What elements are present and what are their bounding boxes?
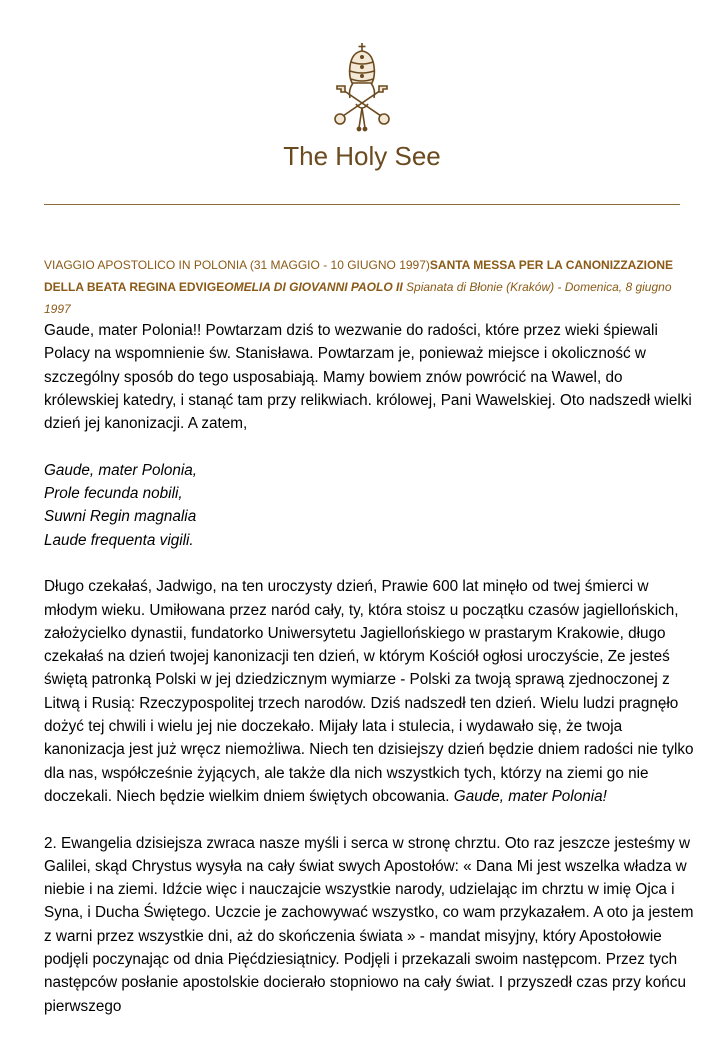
- paragraph-1: Gaude, mater Polonia!! Powtarzam dziś to wezwanie do radości, które przez wieki śpiewali Polacy na wspomnienie św. Stanisława. Powtarzam je, ponieważ miejsce i okoliczność w szczególny sposób do tego usposabiają. Mamy bowiem znów powrócić na Wawel, do królewskiej katedry, i stanąć tam przy relikwiach. królowej, Pani Wawelskiej. Oto nadszedł wielki dzień jej kanonizacji. A zatem,: [44, 322, 692, 433]
- hymn-line: Laude frequenta vigili.: [44, 531, 194, 549]
- mass-title: SANTA MESSA PER LA CANONIZZAZIONE DELLA BEATA REGINA EDVIGE: [44, 258, 674, 294]
- site-title[interactable]: The Holy See: [283, 141, 441, 171]
- hymn-line: Suwni Regin magnalia: [44, 508, 197, 526]
- papal-emblem-icon: [326, 42, 398, 132]
- hymn-line: Prole fecunda nobili,: [44, 485, 183, 503]
- hymn-line: Gaude, mater Polonia,: [44, 461, 198, 479]
- paragraph-2-closing: Gaude, mater Polonia!: [449, 787, 607, 805]
- document-heading: [44, 254, 684, 320]
- paragraph-3: 2. Ewangelia dzisiejsza zwraca nasze myśli i serca w stronę chrztu. Oto raz jeszcze jesteśmy w Galilei, skąd Chrystus wysyła na cały świat swych Apostołów: « Dana Mi jest wszelka władza w niebie i na ziemi. Idźcie więc i nauczajcie wszystkie narody, udzielając im chrztu w imię Ojca i Syna, i Ducha Świętego. Uczcie je zachowywać wszystko, co wam przykazałem. A oto ja jestem z warni przez wszystkie dni, aż do skończenia świata » - mandat misyjny, który Apostołowie podjęli poczynając od dnia Pięćdziesiątnicy. Podjęli i przekazali swoim następcom. Przez tych następców posłanie apostolskie docierało stopniowo na cały świat. I przyszedł czas przy końcu pierwszego: [44, 834, 694, 1015]
- journey-title: VIAGGIO APOSTOLICO IN POLONIA (31 MAGGIO - 10 GIUGNO 1997): [44, 258, 430, 272]
- homily-title: OMELIA DI GIOVANNI PAOLO II: [224, 280, 403, 294]
- place-date: Spianata di Błonie (Kraków) - Domenica, 8 giugno 1997: [44, 280, 672, 316]
- paragraph-2: [44, 575, 694, 808]
- paragraph-2-text: Długo czekałaś, Jadwigo, na ten uroczysty dzień, Prawie 600 lat minęło od twej śmierci w młodym wieku. Umiłowana przez naród cały, ty, która stoisz u początku czasów jagiellońskich, założycielko dynastii, fundatorko Uniwersytetu Jagiellońskiego w prastarym Krakowie, długo czekałaś na dzień twojej kanonizacji ten dzień, w którym Kościół ogłosi uroczyście, Ze jesteś świętą patronką Polski w jej dziedzicznym wymiarze - Polski za twoją sprawą zjednoczonej z Litwą i Rusią: Rzeczypospolitej trzech narodów. Dziś nadszedł ten dzień. Wielu ludzi pragnęło dożyć tej chwili i wielu jej nie doczekało. Mijały lata i stulecia, i wydawało się, że twoja kanonizacja jest już wręcz niemożliwa. Niech ten dzisiejszy dzień będzie dniem radości nie tylko dla nas, współcześnie żyjących, ale także dla nich wszystkich tych, którzy na ziemi go nie doczekali. Niech będzie wielkim dniem świętych obcowania.: [44, 578, 694, 805]
- hymn-verse: [44, 459, 694, 552]
- header-divider: [44, 204, 680, 205]
- homily-body: [44, 319, 694, 1041]
